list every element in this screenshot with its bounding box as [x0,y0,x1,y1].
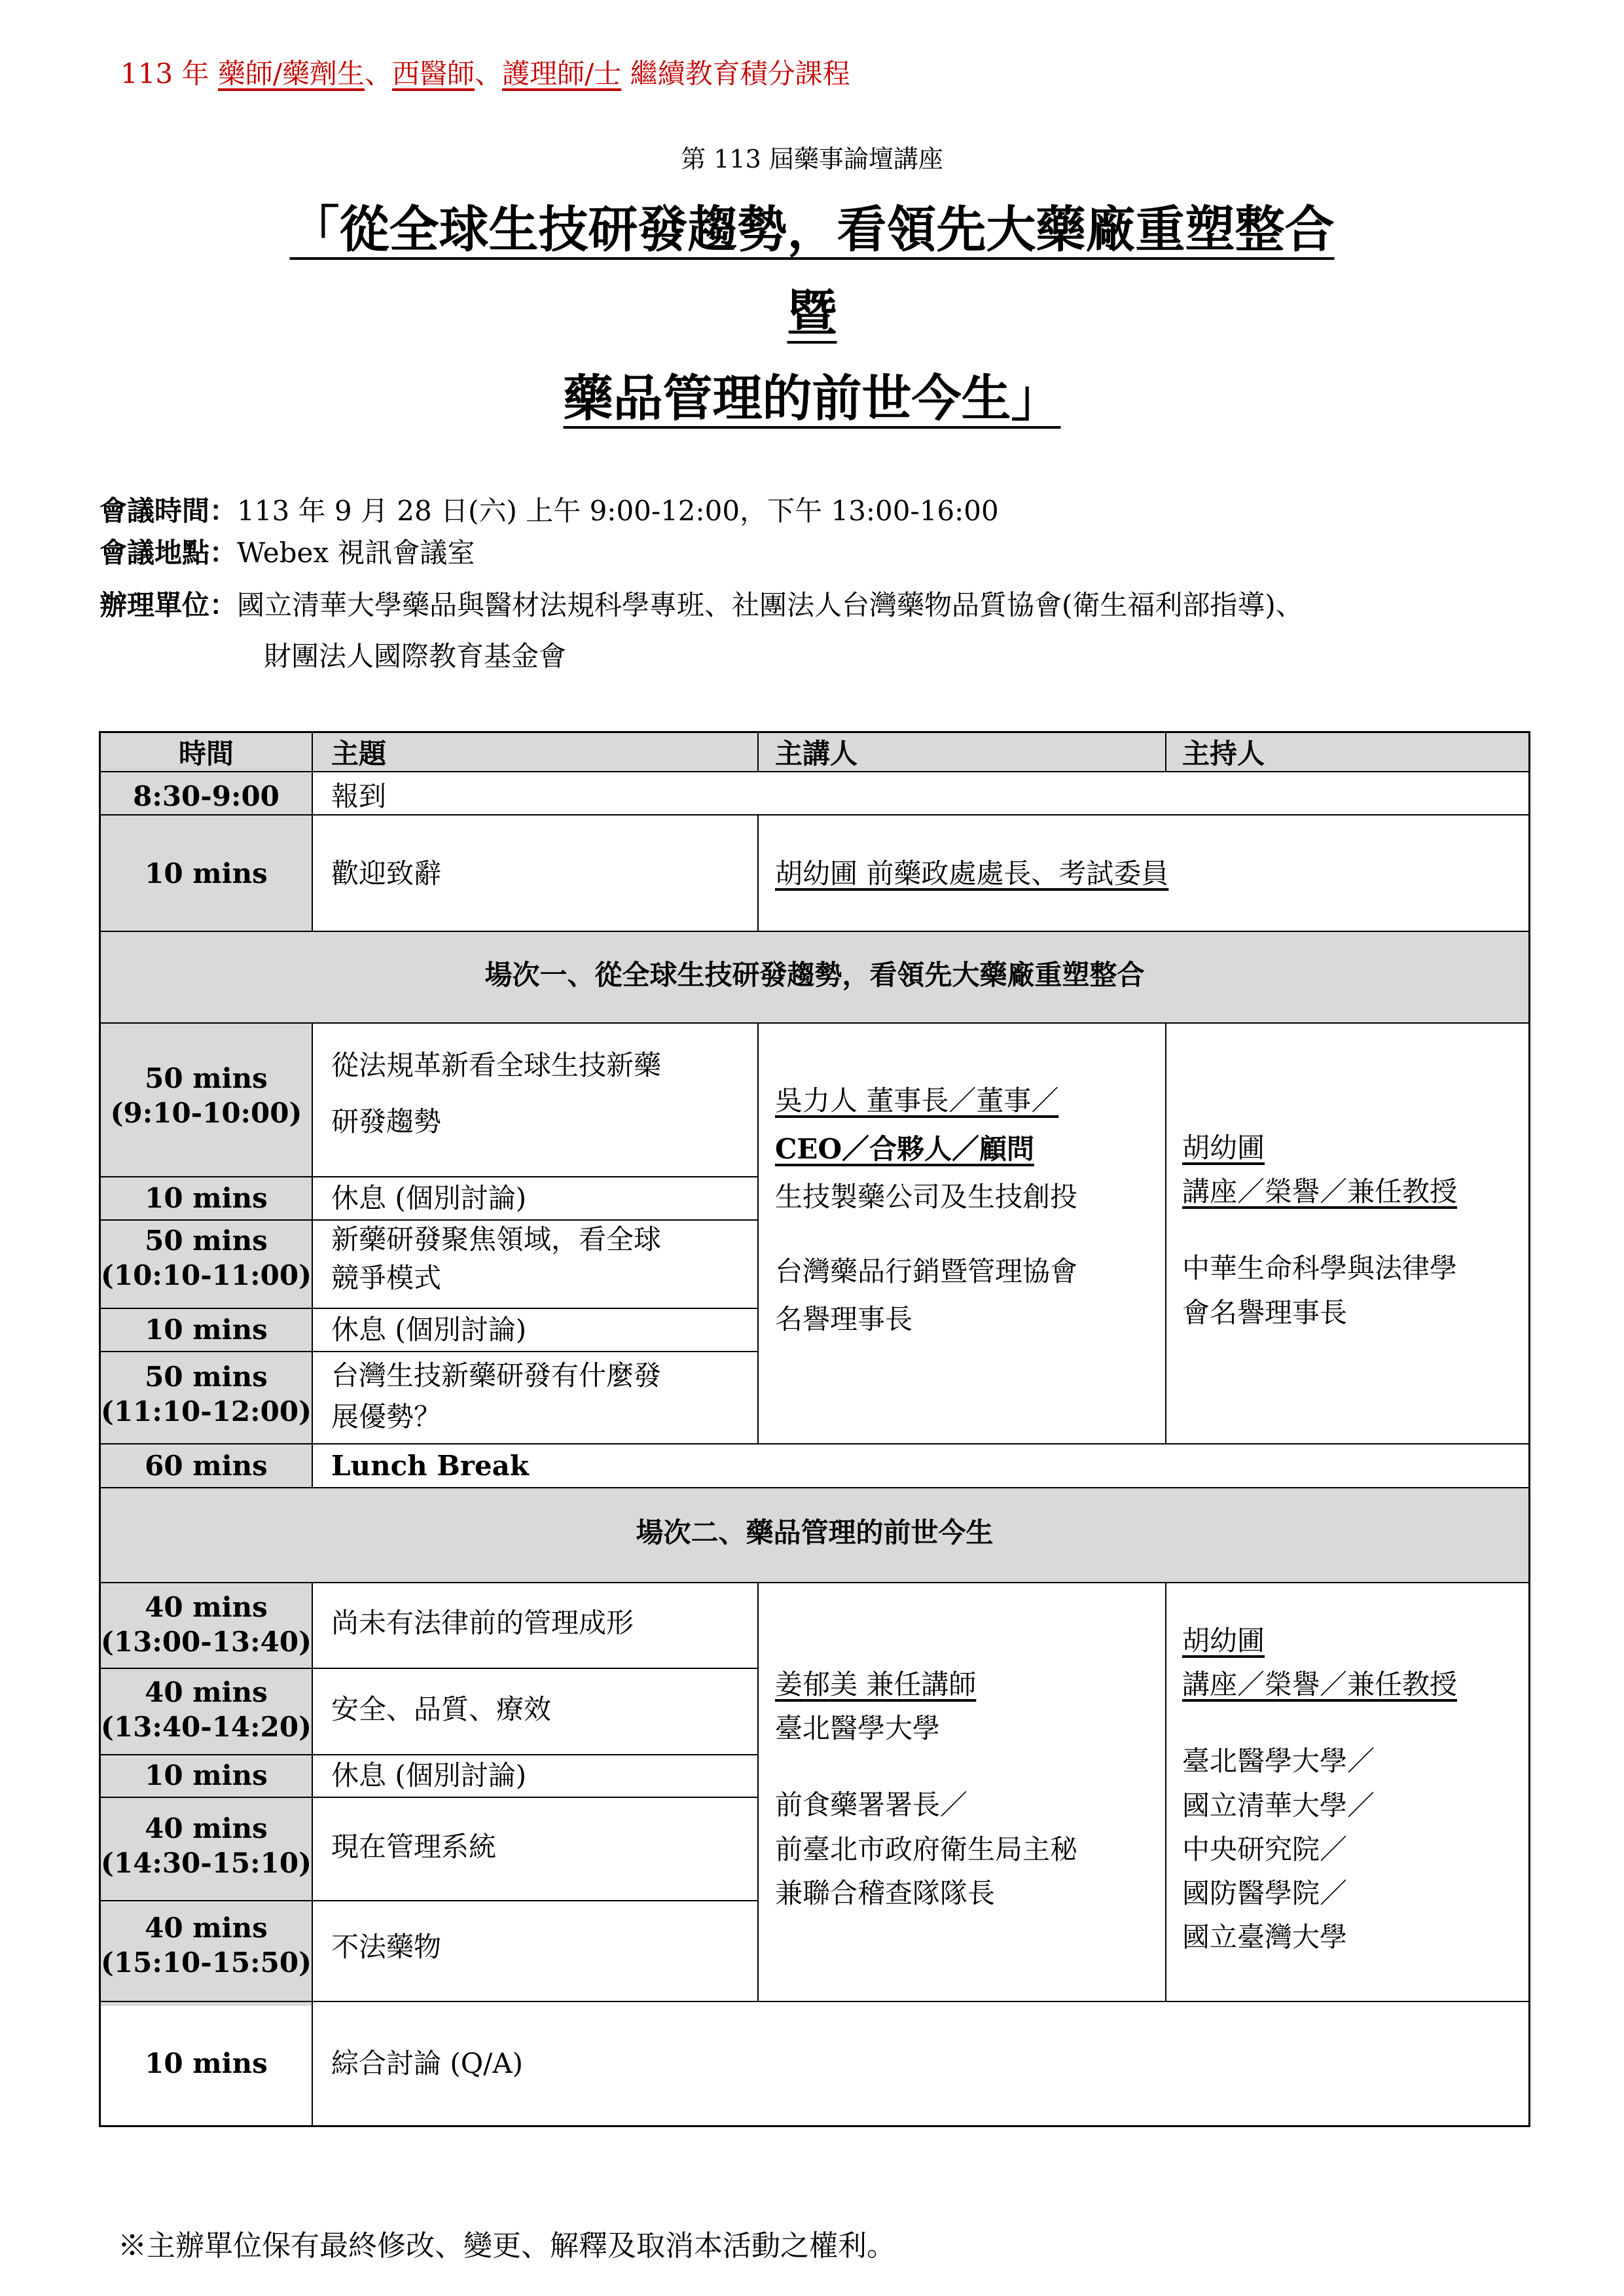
s2-row1-range: (13:00-13:40) [101,1625,312,1658]
s1-row5-duration: 50 mins [145,1361,268,1393]
welcome-speaker: 胡幼圃 前藥政處處長、考試委員 [775,857,1169,889]
s2-host-line3: 臺北醫學大學／ [1182,1745,1375,1778]
col-header-topic: 主題 [331,738,387,770]
lunch-topic: Lunch Break [331,1450,529,1482]
header-separator: 、 [475,58,503,90]
welcome-time: 10 mins [145,857,268,889]
s1-row4-topic: 休息 (個別討論) [331,1314,527,1346]
s1-speaker-line3: 生技製藥公司及生技創投 [775,1181,1078,1213]
s2-row5-time [101,1911,312,1980]
s1-row3-topic [331,1221,661,1298]
s2-host-line1: 胡幼圃 [1182,1624,1265,1657]
s2-row1-duration: 40 mins [145,1591,268,1623]
s1-row3-range: (10:10-11:00) [101,1259,312,1291]
s2-host-line7: 國立臺灣大學 [1182,1921,1348,1954]
organizers-line2: 財團法人國際教育基金會 [264,640,567,672]
s1-host-line4: 會名譽理事長 [1182,1296,1348,1329]
s2-row4-range: (14:30-15:10) [101,1846,312,1879]
s2-speaker [775,1662,1077,1915]
s1-row5-range: (11:10-12:00) [101,1395,312,1427]
s2-row2-duration: 40 mins [145,1676,268,1708]
qa-topic: 綜合討論 (Q/A) [331,2047,524,2079]
s2-row3-time: 10 mins [145,1759,268,1791]
s2-row4-duration: 40 mins [145,1812,268,1844]
s2-host-line2: 講座／榮譽／兼任教授 [1182,1668,1458,1701]
agenda-table [99,731,1530,2127]
meeting-time [99,490,999,529]
organizers-label: 辦理單位： [99,589,238,621]
s2-host [1182,1619,1457,1959]
header-physician: 西醫師 [392,58,475,90]
s2-speaker-line4: 前臺北市政府衛生局主秘 [775,1833,1078,1865]
s1-row5-topic [331,1355,661,1437]
col-header-speaker: 主講人 [775,738,858,770]
lunch-time: 60 mins [145,1450,268,1482]
ce-credit-header [120,52,850,92]
checkin-topic: 報到 [331,780,387,812]
s1-row3-topic-line1: 新藥研發聚焦領域，看全球 [331,1223,662,1255]
s2-host-line4: 國立清華大學／ [1182,1789,1375,1821]
qa-time: 10 mins [145,2047,268,2079]
footnote: ※主辦單位保有最終修改、變更、解釋及取消本活動之權利。 [118,2229,895,2263]
col-header-time: 時間 [178,738,234,770]
header-pharmacist: 藥師/藥劑生 [217,58,365,90]
s1-host [1182,1126,1457,1335]
s2-row2-topic: 安全、品質、療效 [331,1693,552,1725]
s2-host-line5: 中央研究院／ [1182,1833,1348,1865]
s2-row3-topic: 休息 (個別討論) [331,1759,527,1791]
meeting-time-value: 113 年 9 月 28 日(六) 上午 9:00-12:00，下午 13:00-16:00 [237,495,999,527]
header-separator: 、 [365,58,393,90]
s1-row1-range: (9:10-10:00) [110,1096,302,1129]
header-year: 113 年 [120,58,218,90]
s2-row4-topic: 現在管理系統 [331,1831,497,1863]
s2-host-line6: 國防醫學院／ [1182,1876,1348,1909]
s1-speaker-line1: 吳力人 董事長／董事／ [775,1085,1059,1117]
s1-speaker-line4: 台灣藥品行銷暨管理協會 [775,1255,1078,1287]
meeting-place-value: Webex 視訊會議室 [237,537,475,569]
s1-row4-time: 10 mins [145,1314,268,1346]
s1-speaker [775,1077,1077,1344]
s2-row5-topic: 不法藥物 [331,1931,442,1963]
meeting-place [99,531,475,571]
s1-host-line2: 講座／榮譽／兼任教授 [1182,1175,1458,1208]
welcome-topic: 歡迎致辭 [331,857,442,889]
s1-row1-duration: 50 mins [145,1062,268,1094]
s2-speaker-line5: 兼聯合稽查隊隊長 [775,1876,996,1909]
s1-row2-topic: 休息 (個別討論) [331,1182,527,1214]
s1-row2-time: 10 mins [145,1182,268,1214]
s1-row1-topic-line1: 從法規革新看全球生技新藥 [331,1049,662,1081]
s2-speaker-line3: 前食藥署署長／ [775,1789,968,1821]
s1-speaker-line2: CEO／合夥人／顧問 [775,1132,1035,1165]
s1-host-line1: 胡幼圃 [1182,1132,1265,1164]
checkin-time: 8:30-9:00 [133,780,280,812]
s1-row3-duration: 50 mins [145,1225,268,1257]
s2-row2-range: (13:40-14:20) [101,1710,312,1743]
event-title-line1: 「從全球生技研發趨勢，看領先大藥廠重塑整合 [289,200,1335,259]
s1-host-line3: 中華生命科學與法律學 [1182,1252,1458,1285]
s2-row2-time [101,1676,312,1744]
organizers-value-line1: 國立清華大學藥品與醫材法規科學專班、社團法人台灣藥物品質協會(衛生福利部指導)、 [237,589,1303,621]
event-title-line3: 藥品管理的前世今生」 [563,369,1061,427]
s2-row1-topic: 尚未有法律前的管理成形 [331,1607,634,1639]
session1-title: 場次一、從全球生技研發趨勢，看領先大藥廠重塑整合 [484,959,1145,991]
s2-row5-range: (15:10-15:50) [101,1946,312,1979]
col-header-host: 主持人 [1182,738,1265,770]
s1-row1-time [101,1062,312,1130]
s1-row3-topic-line2: 競爭模式 [331,1261,442,1294]
header-nurse: 護理師/士 [502,58,622,90]
s1-row1-topic [331,1037,661,1150]
s1-speaker-line5: 名譽理事長 [775,1303,913,1335]
header-suffix: 繼續教育積分課程 [621,58,850,90]
meeting-time-label: 會議時間： [99,495,238,527]
s1-row3-time [101,1224,312,1293]
s2-speaker-line1: 姜郁美 兼任講師 [775,1668,977,1700]
s1-row5-topic-line1: 台灣生技新藥研發有什麼發 [331,1359,662,1391]
meeting-place-label: 會議地點： [99,537,238,569]
s1-row5-topic-line2: 展優勢？ [331,1401,442,1433]
s2-row5-duration: 40 mins [145,1912,268,1944]
organizers [99,584,1303,623]
event-subtitle: 第 113 屆藥事論壇講座 [681,145,943,173]
s1-row5-time [101,1360,312,1429]
session2-title: 場次二、藥品管理的前世今生 [636,1516,994,1549]
s1-row1-topic-line2: 研發趨勢 [331,1105,442,1138]
s2-speaker-line2: 臺北醫學大學 [775,1712,941,1745]
s2-row1-time [101,1590,312,1659]
s2-row4-time [101,1812,312,1880]
event-title-line2: 暨 [787,284,837,342]
